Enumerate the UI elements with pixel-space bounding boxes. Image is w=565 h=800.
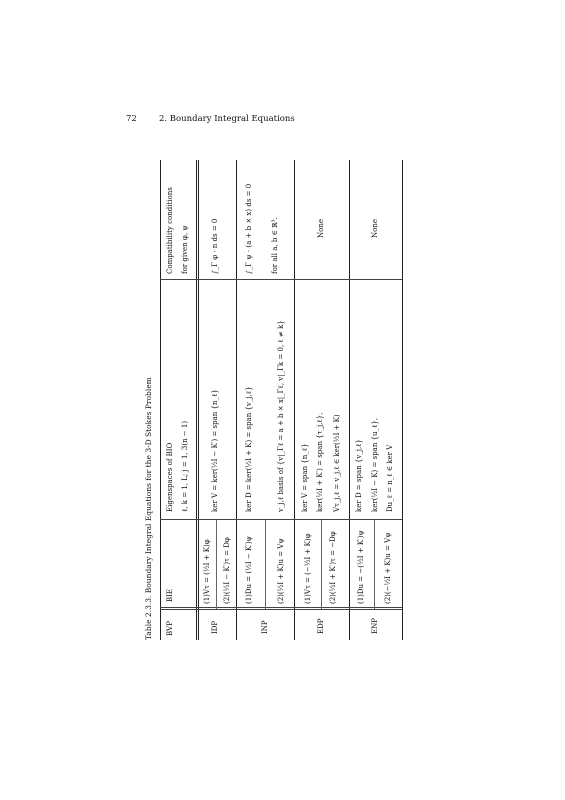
header-bvp: BVP	[166, 621, 174, 636]
row-edp-compat: None	[317, 219, 325, 238]
top-rule	[160, 160, 161, 640]
row-inp-compat2: for all a, b ∈ ℝ³.	[271, 217, 279, 274]
row-edp-eigen1: ker V = span {n_ℓ}	[301, 443, 309, 512]
table-caption: Table 2.3.3. Boundary Integral Equations for the 3-D Stokes Problem	[144, 377, 153, 640]
edp-sub-rule	[321, 520, 322, 609]
header-eigen-index: ℓ, k = 1, L; j = 1, 3(n − 1)	[181, 420, 189, 512]
row-edp-eigen3: Vτ_j,ℓ = v_j,ℓ ∈ ker(½I + K)	[333, 414, 341, 512]
row-edp-eigen2: ker(½I + K′) = span {τ_j,ℓ},	[316, 412, 324, 512]
column-rule-3	[160, 279, 402, 280]
header-rule-2	[198, 160, 199, 640]
row-idp-bie2: (2)(½I − K′)τ = Dφ	[223, 537, 231, 604]
row-enp-eigen3: Du_ℓ = n_ℓ ∈ ker V	[386, 444, 394, 512]
row-enp-eigen2: ker(½I − K) = span {u_ℓ},	[371, 417, 379, 512]
chapter-title: 2. Boundary Integral Equations	[159, 114, 295, 124]
column-rule-2	[160, 519, 402, 520]
column-rule-1	[160, 609, 402, 610]
row-enp-eigen1: ker D = span {v_j,ℓ}	[355, 439, 363, 512]
row-enp-bie1: (1)Du = −(½I + K′)ψ	[357, 530, 365, 604]
row-edp-label: EDP	[317, 618, 325, 634]
row-idp-label: IDP	[211, 620, 219, 634]
idp-sub-rule	[216, 520, 217, 609]
header-eigenspaces: Eigenspaces of BIO	[166, 442, 174, 512]
row-idp-bie1: (1)Vτ = (½I + K)φ	[203, 539, 211, 604]
row-enp-bie2: (2)(−½I + K)u = Vψ	[384, 532, 392, 604]
row-inp-eigen1: ker D = ker(½I + K) = span {v_j,ℓ}	[245, 386, 253, 512]
running-header	[0, 114, 565, 128]
enp-sub-rule	[374, 520, 375, 609]
row-inp-eigen2: v_j,ℓ basis of {v|_Γℓ = a + b × x|_Γℓ, v|_Γk = 0, ℓ ≠ k}	[277, 320, 285, 512]
header-compat-given: for given φ, ψ	[181, 225, 189, 274]
row-inp-bie2: (2)(½I + K)u = Vψ	[277, 538, 285, 604]
edp-rule	[349, 160, 350, 640]
bottom-rule	[402, 160, 403, 640]
idp-rule	[236, 160, 237, 640]
rotated-table	[140, 160, 420, 640]
row-inp-bie1: (1)Du = (½I − K′)ψ	[245, 536, 253, 604]
column-rule-1b	[160, 608, 402, 609]
row-edp-bie1: (1)Vτ = (−½I + K)φ	[304, 533, 312, 604]
row-enp-compat: None	[371, 219, 379, 238]
row-enp-label: ENP	[371, 618, 379, 634]
header-bie: BIE	[166, 588, 174, 602]
inp-rule	[294, 160, 295, 640]
page-number: 72	[126, 114, 137, 124]
header-compat: Compatibility conditions	[166, 187, 174, 274]
inp-sub-rule	[265, 520, 266, 609]
row-idp-eigen: ker V = ker(½I − K′) = span {n_ℓ}	[211, 389, 219, 512]
row-inp-label: INP	[261, 620, 269, 634]
row-idp-compat: ∫_Γ φ · n ds = 0	[211, 218, 219, 274]
row-edp-bie2: (2)(½I + K′)τ = −Dφ	[329, 531, 337, 604]
row-inp-compat1: ∫_Γ ψ · (a + b × x) ds = 0	[245, 183, 253, 274]
